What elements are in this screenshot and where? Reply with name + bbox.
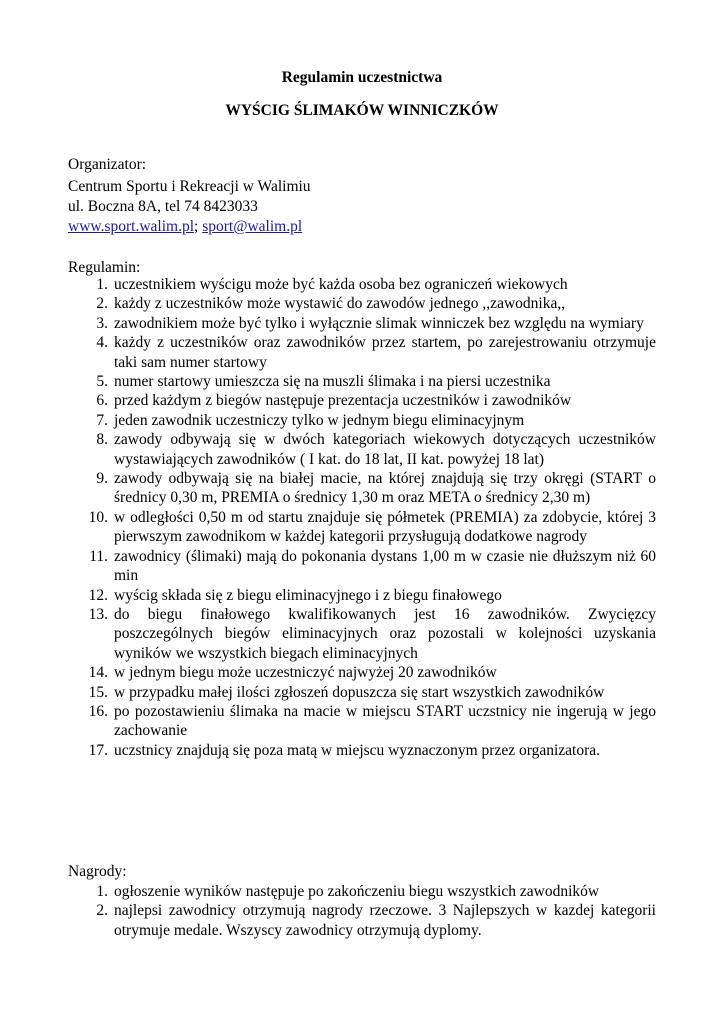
rule-item-number: 9. xyxy=(96,470,108,488)
rule-item xyxy=(68,430,656,469)
rule-item-text: zawodnikiem może być tylko i wyłącznie slimak winniczek bez względu na wymiary xyxy=(114,314,644,332)
email-link[interactable]: sport@walim.pl xyxy=(202,218,303,235)
prize-item-number: 1. xyxy=(96,883,108,900)
rule-item xyxy=(68,275,656,294)
rule-item xyxy=(68,547,656,586)
rule-item-number: 14. xyxy=(88,664,108,682)
rule-item xyxy=(68,372,656,391)
rules-list xyxy=(68,275,656,760)
rules-label: Regulamin: xyxy=(68,259,141,276)
rule-item-text: w jednym biegu może uczestniczyć najwyżej 20 zawodników xyxy=(114,664,497,682)
rule-item-number: 12. xyxy=(88,586,108,604)
rule-item-text: uczestnikiem wyścigu może być każda osoba bez ograniczeń wiekowych xyxy=(114,276,568,293)
rule-item-text: w przypadku małej ilości zgłoszeń dopuszcza się start wszystkich zawodników xyxy=(114,683,605,701)
rule-item-text: numer startowy umieszcza się na muszli ślimaka i na piersi uczestnika xyxy=(114,373,551,391)
rule-item-number: 3. xyxy=(96,314,108,332)
rule-item-number: 10. xyxy=(88,508,108,526)
rule-item-number: 16. xyxy=(88,702,108,720)
rule-item-text: wyścig składa się z biegu eliminacyjnego i z biegu finałowego xyxy=(114,586,502,604)
rule-item-text: w odległości 0,50 m od startu znajduje się półmetek (PREMIA) za zdobycie, której 3 pierwszym zawodnikom w każdej kategorii przysługują dodatkowe nagrody xyxy=(114,508,656,546)
prizes-label: Nagrody: xyxy=(68,863,127,880)
contact-separator: ; xyxy=(194,218,199,235)
rule-item xyxy=(68,391,656,410)
rule-item xyxy=(68,586,656,605)
rule-item-number: 17. xyxy=(88,741,108,759)
organizer-contacts xyxy=(68,217,302,237)
rule-item-number: 2. xyxy=(96,295,108,313)
prizes-list xyxy=(68,882,656,940)
prize-item xyxy=(68,882,656,901)
rule-item-text: przed każdym z biegów następuje prezentacja uczestników i zawodników xyxy=(114,392,572,410)
rule-item xyxy=(68,314,656,333)
rule-item xyxy=(68,333,656,372)
rule-item-text: do biegu finałowego kwalifikowanych jest 16 zawodników. Zwycięzcy poszczególnych biegów eliminacyjnych oraz pozostali w kolejności uzyskania wyników we wszystkich biegach eliminacyjnych xyxy=(114,605,656,662)
rule-item xyxy=(68,683,656,702)
rule-item-number: 8. xyxy=(96,431,108,449)
organizer-address: ul. Boczna 8A, tel 74 8423033 xyxy=(68,198,258,215)
organizer-name: Centrum Sportu i Rekreacji w Walimiu xyxy=(68,178,311,195)
rule-item xyxy=(68,605,656,663)
event-title: WYŚCIG ŚLIMAKÓW WINNICZKÓW xyxy=(225,102,499,119)
rule-item-number: 6. xyxy=(96,392,108,410)
rule-item xyxy=(68,411,656,430)
organizer-label: Organizator: xyxy=(68,156,147,173)
rule-item-number: 4. xyxy=(96,334,108,352)
rule-item-text: zawodnicy (ślimaki) mają do pokonania dystans 1,00 m w czasie nie dłuższym niż 60 min xyxy=(114,547,656,585)
rule-item-text: uczstnicy znajdują się poza matą w miejscu wyznaczonym przez organizatora. xyxy=(114,741,601,759)
prize-item-number: 2. xyxy=(96,902,108,920)
rule-item xyxy=(68,294,656,313)
rule-item-number: 11. xyxy=(89,547,108,565)
rule-item-text: zawody odbywają się na białej macie, na której znajdują się trzy okręgi (START o średnicy 0,30 m, PREMIA o średnicy 1,30 m oraz META o średnicy 2,30 m) xyxy=(114,470,656,507)
rule-item-text: każdy z uczestników może wystawić do zawodów jednego ,,zawodnika,, xyxy=(114,295,566,313)
website-link[interactable]: www.sport.walim.pl xyxy=(68,218,194,235)
rule-item-text: zawody odbywają się w dwóch kategoriach wiekowych dotyczących uczestników wystawiających zawodników ( I kat. do 18 lat, II kat. powyżej 18 lat) xyxy=(114,431,656,468)
rule-item xyxy=(68,508,656,547)
prize-item xyxy=(68,901,656,940)
rule-item xyxy=(68,663,656,682)
rule-item-text: po pozostawieniu ślimaka na macie w miejscu START uczstnicy nie ingerują w jego zachowanie xyxy=(114,702,656,740)
prize-item-text: najlepsi zawodnicy otrzymują nagrody rzeczowe. 3 Najlepszych w kazdej kategorii otrymuje medale. Wszyscy zawodnicy otrzymują dyplomy. xyxy=(114,902,656,939)
rule-item-text: jeden zawodnik uczestniczy tylko w jednym biegu eliminacyjnym xyxy=(114,411,525,429)
rule-item-number: 7. xyxy=(96,411,108,429)
rule-item xyxy=(68,741,656,760)
prize-item-text: ogłoszenie wyników następuje po zakończeniu biegu wszystkich zawodników xyxy=(114,883,600,900)
rule-item-text: każdy z uczestników oraz zawodników przez startem, po zarejestrowaniu otrzymuje taki sam numer startowy xyxy=(114,334,656,371)
rule-item xyxy=(68,469,656,508)
rule-item-number: 5. xyxy=(96,373,108,391)
rule-item-number: 15. xyxy=(88,683,108,701)
document-title: Regulamin uczestnictwa xyxy=(281,69,443,86)
rule-item-number: 1. xyxy=(96,276,108,293)
rule-item xyxy=(68,702,656,741)
rule-item-number: 13. xyxy=(88,605,108,623)
